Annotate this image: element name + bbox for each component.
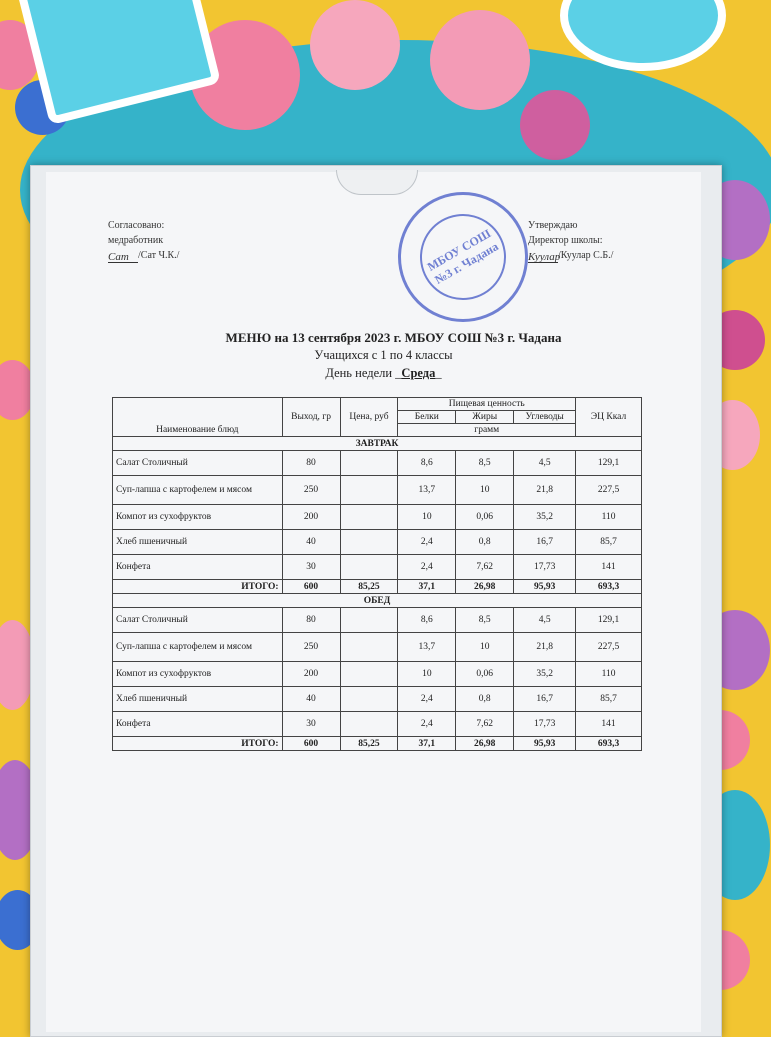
sleeve-notch — [336, 170, 418, 195]
table-row — [113, 633, 642, 662]
dish-carbs: 21,8 — [514, 476, 576, 505]
dish-proteins: 2,4 — [398, 530, 456, 555]
table-row — [113, 608, 642, 633]
total-yield: 600 — [282, 580, 340, 594]
dish-fats: 0,06 — [456, 505, 514, 530]
dish-energy: 141 — [576, 712, 642, 737]
total-row — [113, 580, 642, 594]
dish-carbs: 17,73 — [514, 555, 576, 580]
dish-carbs: 17,73 — [514, 712, 576, 737]
approval-right-signature-line — [528, 248, 613, 263]
dish-fats: 0,8 — [456, 530, 514, 555]
dish-yield: 250 — [282, 633, 340, 662]
dish-fats: 8,5 — [456, 608, 514, 633]
dish-proteins: 2,4 — [398, 687, 456, 712]
dish-yield: 40 — [282, 687, 340, 712]
dish-energy: 227,5 — [576, 476, 642, 505]
dish-name: Конфета — [113, 712, 283, 737]
dish-fats: 0,8 — [456, 687, 514, 712]
table-row — [113, 687, 642, 712]
dish-yield: 30 — [282, 555, 340, 580]
header-nutrition: Пищевая ценность — [398, 398, 576, 411]
table-row — [113, 555, 642, 580]
dish-carbs: 35,2 — [514, 505, 576, 530]
total-carbs: 95,93 — [514, 737, 576, 751]
table-row — [113, 530, 642, 555]
dish-yield: 80 — [282, 608, 340, 633]
dish-carbs: 4,5 — [514, 608, 576, 633]
flower-decoration — [520, 90, 590, 160]
header-price: Цена, руб — [340, 398, 398, 437]
dish-carbs: 21,8 — [514, 633, 576, 662]
menu-table — [112, 397, 642, 751]
dish-price — [340, 662, 398, 687]
total-fats: 26,98 — [456, 580, 514, 594]
dish-price — [340, 505, 398, 530]
total-label: ИТОГО: — [113, 580, 283, 594]
dish-fats: 10 — [456, 633, 514, 662]
dish-proteins: 13,7 — [398, 633, 456, 662]
total-proteins: 37,1 — [398, 737, 456, 751]
day-label: День недели _ — [325, 366, 402, 380]
section-title: ОБЕД — [113, 594, 642, 608]
dish-price — [340, 451, 398, 476]
table-row — [113, 476, 642, 505]
total-proteins: 37,1 — [398, 580, 456, 594]
signature-right: Куулар — [528, 251, 561, 263]
dish-yield: 30 — [282, 712, 340, 737]
table-row — [113, 712, 642, 737]
header-proteins: Белки — [398, 411, 456, 424]
dish-name: Салат Столичный — [113, 451, 283, 476]
total-price: 85,25 — [340, 580, 398, 594]
approval-block-left — [108, 218, 179, 263]
menu-title: МЕНЮ на 13 сентября 2023 г. МБОУ СОШ №3 г. Чадана — [225, 330, 562, 345]
dish-yield: 40 — [282, 530, 340, 555]
dish-name: Хлеб пшеничный — [113, 530, 283, 555]
dish-name: Хлеб пшеничный — [113, 687, 283, 712]
dish-price — [340, 530, 398, 555]
dish-proteins: 10 — [398, 505, 456, 530]
header-name: Наименование блюд — [113, 398, 283, 437]
table-row — [113, 451, 642, 476]
approval-left-signature-line — [108, 248, 179, 263]
approval-right-line2: Директор школы: — [528, 235, 603, 246]
dish-price — [340, 555, 398, 580]
total-fats: 26,98 — [456, 737, 514, 751]
total-label: ИТОГО: — [113, 737, 283, 751]
header-yield: Выход, гр — [282, 398, 340, 437]
dish-name: Компот из сухофруктов — [113, 662, 283, 687]
approval-left-line1: Согласовано: — [108, 220, 165, 231]
approval-left-line2: медработник — [108, 235, 164, 246]
dish-yield: 80 — [282, 451, 340, 476]
dish-yield: 250 — [282, 476, 340, 505]
dish-name: Компот из сухофруктов — [113, 505, 283, 530]
dish-proteins: 8,6 — [398, 608, 456, 633]
approval-block-right — [528, 218, 613, 263]
dish-energy: 227,5 — [576, 633, 642, 662]
dish-name: Суп-лапша с картофелем и мясом — [113, 476, 283, 505]
menu-subtitle: Учащихся с 1 по 4 классы — [314, 348, 453, 362]
header-energy: ЭЦ Ккал — [576, 398, 642, 437]
dish-proteins: 10 — [398, 662, 456, 687]
approval-right-line1: Утверждаю — [528, 220, 578, 231]
dish-name: Конфета — [113, 555, 283, 580]
total-price: 85,25 — [340, 737, 398, 751]
section-row — [113, 437, 642, 451]
menu-table-body — [113, 437, 642, 751]
flower-decoration — [310, 0, 400, 90]
dish-name: Салат Столичный — [113, 608, 283, 633]
approval-right-name: /Куулар С.Б./ — [558, 250, 614, 261]
menu-day — [56, 366, 711, 381]
dish-fats: 10 — [456, 476, 514, 505]
header-fats: Жиры — [456, 411, 514, 424]
total-energy: 693,3 — [576, 737, 642, 751]
total-yield: 600 — [282, 737, 340, 751]
dish-energy: 129,1 — [576, 608, 642, 633]
dish-price — [340, 687, 398, 712]
dish-carbs: 16,7 — [514, 530, 576, 555]
signature-left: Сат — [108, 250, 138, 263]
total-row — [113, 737, 642, 751]
dish-proteins: 13,7 — [398, 476, 456, 505]
dish-yield: 200 — [282, 662, 340, 687]
dish-carbs: 16,7 — [514, 687, 576, 712]
dish-energy: 129,1 — [576, 451, 642, 476]
section-row — [113, 594, 642, 608]
dish-carbs: 35,2 — [514, 662, 576, 687]
approval-left-name: /Сат Ч.К./ — [138, 250, 180, 261]
dish-carbs: 4,5 — [514, 451, 576, 476]
menu-sheet — [46, 172, 701, 1032]
header-grams: грамм — [398, 424, 576, 437]
table-row — [113, 662, 642, 687]
dish-energy: 141 — [576, 555, 642, 580]
dish-price — [340, 608, 398, 633]
dish-fats: 8,5 — [456, 451, 514, 476]
flower-decoration — [430, 10, 530, 110]
dish-price — [340, 712, 398, 737]
school-stamp-inner: МБОУ СОШ №3 г. Чадана — [404, 198, 521, 315]
dish-proteins: 8,6 — [398, 451, 456, 476]
total-energy: 693,3 — [576, 580, 642, 594]
dish-energy: 110 — [576, 662, 642, 687]
school-stamp — [398, 192, 528, 322]
dish-fats: 7,62 — [456, 555, 514, 580]
dish-proteins: 2,4 — [398, 712, 456, 737]
dish-fats: 0,06 — [456, 662, 514, 687]
header-carbs: Углеводы — [514, 411, 576, 424]
dish-name: Суп-лапша с картофелем и мясом — [113, 633, 283, 662]
day-value: Среда — [401, 366, 436, 380]
total-carbs: 95,93 — [514, 580, 576, 594]
dish-price — [340, 633, 398, 662]
table-row — [113, 505, 642, 530]
dish-energy: 85,7 — [576, 530, 642, 555]
dish-price — [340, 476, 398, 505]
dish-proteins: 2,4 — [398, 555, 456, 580]
dish-yield: 200 — [282, 505, 340, 530]
dish-energy: 85,7 — [576, 687, 642, 712]
dish-fats: 7,62 — [456, 712, 514, 737]
day-suffix: _ — [435, 366, 442, 380]
section-title: ЗАВТРАК — [113, 437, 642, 451]
dish-energy: 110 — [576, 505, 642, 530]
